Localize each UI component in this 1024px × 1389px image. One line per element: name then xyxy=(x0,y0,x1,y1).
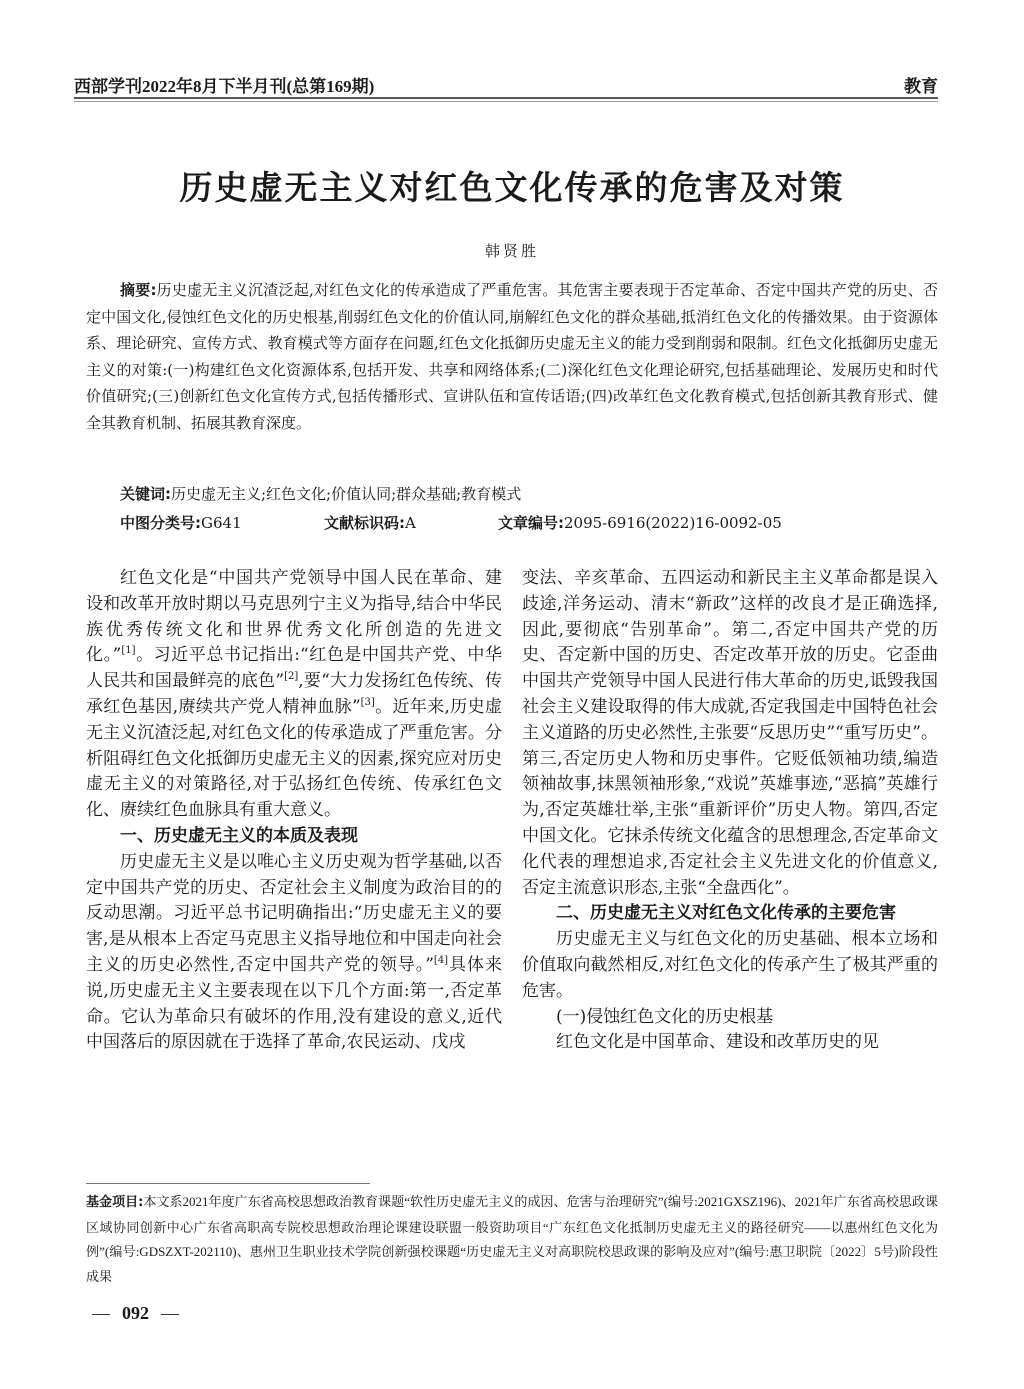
article-number xyxy=(498,512,782,533)
citation-ref[interactable]: [3] xyxy=(360,696,375,708)
journal-issue: 西部学刊2022年8月下半月刊(总第169期) xyxy=(74,77,375,96)
clc-value: G641 xyxy=(201,514,242,532)
keywords-text: 历史虚无主义;红色文化;价值认同;群众基础;教育模式 xyxy=(171,485,522,503)
abstract-label: 摘要: xyxy=(120,281,157,299)
abstract-text: 历史虚无主义沉渣泛起,对红色文化的传承造成了严重危害。其危害主要表现于否定革命、否定中国共产党的历史、否定中国文化,侵蚀红色文化的历史根基,削弱红色文化的价值认同,崩解红色文化的群众基础,抵消红色文化的传播效果。由于资源体系、理论研究、宣传方式、教育模式等方面存在问题,红色文化抵御历史虚无主义的能力受到削弱和限制。红色文化抵御历史虚无主义的对策:(一)构建红色文化资源体系,包括开发、共享和网络体系;(二)深化红色文化理论研究,包括基础理论、发展历史和时代价值研究;(三)创新红色文化宣传方式,包括传播形式、宣讲队伍和宣传话语;(四)改革红色文化教育模式,包括创新其教育形式、健全其教育机制、拓展其教育深度。 xyxy=(86,281,938,432)
article-value: 2095-6916(2022)16-0092-05 xyxy=(564,514,782,532)
text-run: ,要“大力发扬红色传统、传承红色基因,赓续共产党人精神血脉” xyxy=(86,671,502,717)
citation-ref[interactable]: [4] xyxy=(433,954,449,966)
text-run: 具体来说,历史虚无主义主要表现在以下几个方面:第一,否定革命。它认为革命只有破坏的作用,没有建设的意义,近代中国落后的原因就在于选择了革命,农民运动、戊戌 xyxy=(86,954,502,1053)
citation-ref[interactable]: [2] xyxy=(284,671,299,683)
footnote-rule xyxy=(86,1183,370,1184)
text-run: 红色文化是“中国共产党领导中国人民在革命、建设和改革开放时期以马克思列宁主义为指导,结合中华民族优秀传统文化和世界优秀文化所创造的先进文化。” xyxy=(86,568,502,666)
section-heading-2: 二、历史虚无主义对红色文化传承的主要危害 xyxy=(556,903,896,924)
paragraph: 历史虚无主义与红色文化的历史基础、根本立场和价值取向截然相反,对红色文化的传承产生了极其严重的危害。 xyxy=(522,929,938,1001)
page-number xyxy=(92,1303,179,1324)
dash: — xyxy=(92,1303,110,1323)
funding-footnote xyxy=(86,1190,938,1289)
header-rule-thin xyxy=(74,101,938,102)
body-column-left xyxy=(86,566,502,1056)
running-header xyxy=(74,72,938,96)
article-title: 历史虚无主义对红色文化传承的危害及对策 xyxy=(179,168,845,207)
paragraph xyxy=(86,850,502,1056)
text-run: 历史虚无主义是以唯心主义历史观为哲学基础,以否定中国共产党的历史、否定社会主义制度为政治目的的反动思潮。习近平总书记明确指出:“历史虚无主义的要害,是从根本上否定马克思主义指导地位和中国走向社会主义的历史必然性,否定中国共产党的领导。” xyxy=(86,851,502,975)
text-run: 。习近平总书记指出:“红色是中国共产党、中华人民共和国最鲜亮的底色” xyxy=(86,645,502,692)
doc-value: A xyxy=(405,514,416,532)
document-code xyxy=(324,512,416,533)
section-heading-1: 一、历史虚无主义的本质及表现 xyxy=(120,825,358,846)
citation-ref[interactable]: [1] xyxy=(121,645,136,657)
paragraph: 红色文化是中国革命、建设和改革历史的见 xyxy=(556,1032,879,1053)
text-run: 。近年来,历史虚无主义沉渣泛起,对红色文化的传承造成了严重危害。分析阻碍红色文化抵御历史虚无主义的因素,探究应对历史虚无主义的对策路径,对于弘扬红色传统、传承红色文化、赓续红色血脉具有重大意义。 xyxy=(86,696,502,821)
header-rule xyxy=(74,97,938,99)
section-name: 教育 xyxy=(904,77,938,97)
clc-label: 中图分类号: xyxy=(120,514,201,532)
page-number-value: 092 xyxy=(122,1303,149,1323)
abstract xyxy=(86,277,938,436)
author-name: 韩贤胜 xyxy=(484,242,539,260)
subsection-heading: (一)侵蚀红色文化的历史根基 xyxy=(556,1006,774,1027)
dash: — xyxy=(161,1303,179,1323)
clc-number xyxy=(120,512,242,533)
article-label: 文章编号: xyxy=(498,514,564,532)
keywords-label: 关键词: xyxy=(120,485,171,503)
keywords xyxy=(120,483,940,504)
body-column-right xyxy=(522,566,938,1056)
doc-label: 文献标识码: xyxy=(324,514,405,532)
paragraph: 变法、辛亥革命、五四运动和新民主主义革命都是误入歧途,洋务运动、清末“新政”这样的改良才是正确选择,因此,要彻底“告别革命”。第二,否定中国共产党的历史、否定新中国的历史、否定改革开放的历史。它歪曲中国共产党领导中国人民进行伟大革命的历史,诋毁我国社会主义建设取得的伟大成就,否定我国走中国特色社会主义道路的历史必然性,主张要“反思历史”“重写历史”。第三,否定历史人物和历史事件。它贬低领袖功绩,编造领袖故事,抹黑领袖形象,“戏说”英雄事迹,“恶搞”英雄行为,否定英雄壮举,主张“重新评价”历史人物。第四,否定中国文化。它抹杀传统文化蕴含的思想理念,否定革命文化代表的理想追求,否定社会主义先进文化的价值意义,否定主流意识形态,主张“全盘西化”。 xyxy=(522,568,938,898)
footnote-label: 基金项目: xyxy=(86,1195,144,1210)
paragraph xyxy=(86,566,502,824)
footnote-text: 本文系2021年度广东省高校思想政治教育课题“软性历史虚无主义的成因、危害与治理研究”(编号:2021GXSZ196)、2021年广东省高校思政课区域协同创新中心广东省高职高专院校思想政治理论课建设联盟一般资助项目“广东红色文化抵制历史虚无主义的路径研究——以惠州红色文化为例”(编号:GDSZXT-202110)、惠州卫生职业技术学院创新强校课题“历史虚无主义对高职院校思政课的影响及应对”(编号:惠卫职院〔2022〕5号)阶段性成果 xyxy=(86,1194,938,1284)
